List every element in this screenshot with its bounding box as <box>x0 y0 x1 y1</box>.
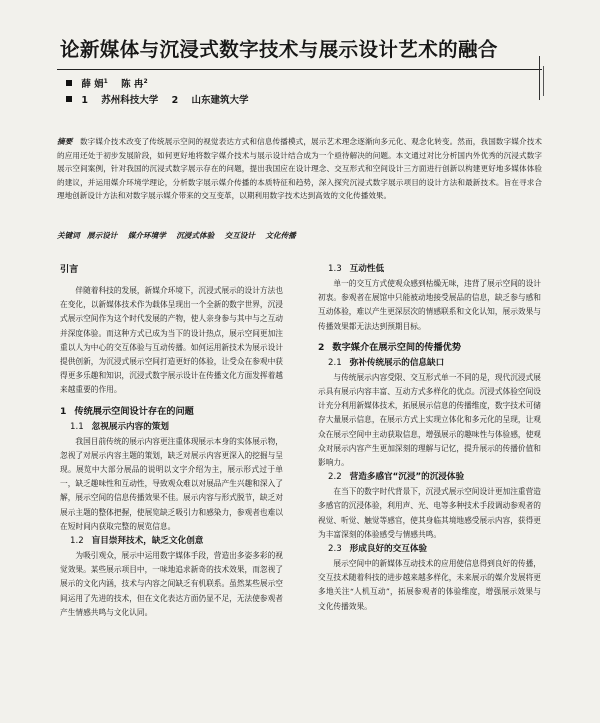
left-column <box>60 262 283 620</box>
intro-paragraph: 伴随着科技的发展，新媒介环境下，沉浸式展示的设计方法也在变化，以新媒体技术作为载体呈现出一个全新的数字世界，沉浸式展示空间作为这个时代发展的产物，使人亲身参与其中与之互动并深度体验。而这种方式已成为当下的设计热点，展示空间更加注重以人为中心的交互体验与互动传播。如何运用新技术为展示设计提供创新，为沉浸式展示空间打造更好的体验，让受众在参观中获得更多乐趣和知识，沉浸式数字展示设计在传播文化方面发挥着越来越重要的作用。 <box>60 286 283 395</box>
bullet-square-icon <box>66 80 72 86</box>
keyword: 媒介环境学 <box>127 231 166 240</box>
subsection-title: 弥补传统展示的信息缺口 <box>349 357 445 368</box>
intro-heading: 引言 <box>60 264 79 275</box>
subsection-number: 1.3 <box>328 264 342 274</box>
section-heading <box>60 404 283 420</box>
margin-line <box>539 56 540 100</box>
body-paragraph: 展示空间中的新媒体互动技术的应用使信息得到良好的传播，交互技术随着科技的进步越来越多样化，未来展示的媒介发展将更多地关注“人机互动”，拓展参观者的体验维度，增强展示效果与文化传播效果。 <box>318 559 541 611</box>
subsection-heading <box>60 534 283 549</box>
subsection-title: 盲目崇拜技术，缺乏文化创意 <box>91 536 204 547</box>
body-paragraph: 与传统展示内容受限、交互形式单一不同的是，现代沉浸式展示具有展示内容丰富、互动方式多样化的优点。沉浸式体验空间设计充分利用新媒体技术，拓展展示信息的传播维度，数字技术可储存大量展示信息，在展示方式上实现立体化和多元化的呈现，让观众在展示空间中主动获取信息，增强展示的趣味性与体验感，使观众对展示内容产生更加深刻的理解与记忆，提升展示的传播价值和影响力。 <box>318 372 541 468</box>
keyword: 沉浸式体验 <box>176 231 215 240</box>
section-heading <box>318 340 541 356</box>
keyword: 展示设计 <box>87 231 118 240</box>
section-title: 传统展示空间设计存在的问题 <box>74 405 194 417</box>
subsection-title: 忽视展示内容的策划 <box>91 421 170 432</box>
paper-title: 论新媒体与沉浸式数字技术与展示设计艺术的融合 <box>60 38 498 61</box>
affil-org: 山东建筑大学 <box>191 95 249 106</box>
subsection-title: 互动性低 <box>349 264 385 274</box>
subsection-number: 2.2 <box>328 472 342 483</box>
subsection-number: 1.2 <box>70 536 84 547</box>
subsection-heading <box>60 420 283 435</box>
author-line <box>66 76 148 90</box>
subsection-number: 2.3 <box>328 544 342 555</box>
subsection-heading <box>318 542 541 557</box>
affil-number: 1 <box>81 95 88 106</box>
section-number: 2 <box>318 341 325 353</box>
abstract-text: 数字媒介技术改变了传统展示空间的视觉表达方式和信息传播模式，展示艺术理念逐渐向多元化、观念化转变。然而，我国数字媒介技术的应用还处于初步发展阶段，如何更好地将数字媒介技术与展示设计结合成为一个亟待解决的问题。本文通过对比分析国内外优秀的沉浸式数字展示空间案例，针对我国的沉浸式数字展示存在的问题，提出我国应在设计理念、交互形式和空间设计三方面进行创新以构建更好地多媒体体验的建议，并运用媒介环境学理论，分析数字展示媒介传播的本质特征和趋势，深入探究沉浸式数字展示项目的设计方法和最新技术。旨在寻求合理地创新设计方法和对数字展示媒介带来的交互变革，以期利用数字技术达到高效的文化传播效果。 <box>57 137 542 200</box>
body-paragraph: 单一的交互方式使观众感到枯燥无味，违背了展示空间的设计初衷。参观者在展馆中只能被动地接受展品的信息，缺乏参与感和互动体验，难以产生更深层次的情感联系和文化认知，展示效果与传播效果都无法达到预期目标。 <box>318 279 541 331</box>
abstract-block <box>57 135 542 203</box>
author-name: 薛 娟 <box>81 79 104 90</box>
right-column <box>318 262 541 614</box>
subsection-title: 形成良好的交互体验 <box>349 544 428 555</box>
keyword: 交互设计 <box>224 231 255 240</box>
subsection-title: 营造多感官“沉浸”的沉浸体验 <box>349 472 465 483</box>
subsection-heading <box>318 356 541 371</box>
keyword: 文化传播 <box>265 231 296 240</box>
author-affil-mark: 2 <box>143 77 148 85</box>
subsection-heading <box>318 262 541 277</box>
body-paragraph: 为吸引观众，展示中运用数字媒体手段，营造出多姿多彩的视觉效果。某些展示项目中，一味地追求新奇的技术效果，而忽视了展示的文化内涵，技术与内容之间缺乏有机联系。虽然某些展示空间运用了先进的技术，但在文化表达方面仍显不足，无法使参观者产生情感共鸣与文化认同。 <box>60 551 283 617</box>
bullet-square-icon <box>66 96 72 102</box>
author-affil-mark: 1 <box>103 77 108 85</box>
affil-number: 2 <box>171 95 179 106</box>
keywords-line <box>57 230 542 242</box>
body-paragraph: 我国目前传统的展示内容更注重体现展示本身的实体展示物，忽视了对展示内容主题的策划，缺乏对展示内容更深入的挖掘与呈现。展览中大部分展品的说明以文字介绍为主，展示形式过于单一，缺乏趣味性和互动性，导致观众难以对展品产生兴趣和深入了解，展示空间的信息传播效果不佳。展示内容与形式脱节，缺乏对展示主题的整体把握，使展览缺乏吸引力和感染力，参观者也难以在短时间内获取完整的展览信息。 <box>60 436 283 531</box>
section-number: 1 <box>60 405 67 417</box>
affil-org: 苏州科技大学 <box>101 95 159 106</box>
abstract-label: 摘要 <box>57 137 73 146</box>
subsection-heading <box>318 470 541 485</box>
affiliation-line <box>66 92 249 106</box>
subsection-number: 1.1 <box>70 421 84 432</box>
title-divider <box>57 69 542 70</box>
subsection-number: 2.1 <box>328 357 342 368</box>
author-name: 陈 冉 <box>121 79 144 90</box>
margin-line-inner <box>543 66 544 96</box>
keywords-label: 关键词 <box>57 231 80 240</box>
body-paragraph: 在当下的数字时代背景下，沉浸式展示空间设计更加注重营造多感官的沉浸体验，利用声、光、电等多种技术手段调动参观者的视觉、听觉、触觉等感官，使其身临其境地感受展示内容，获得更为丰富深刻的体验感受与情感共鸣。 <box>318 487 541 539</box>
section-title: 数字媒介在展示空间的传播优势 <box>332 341 462 353</box>
